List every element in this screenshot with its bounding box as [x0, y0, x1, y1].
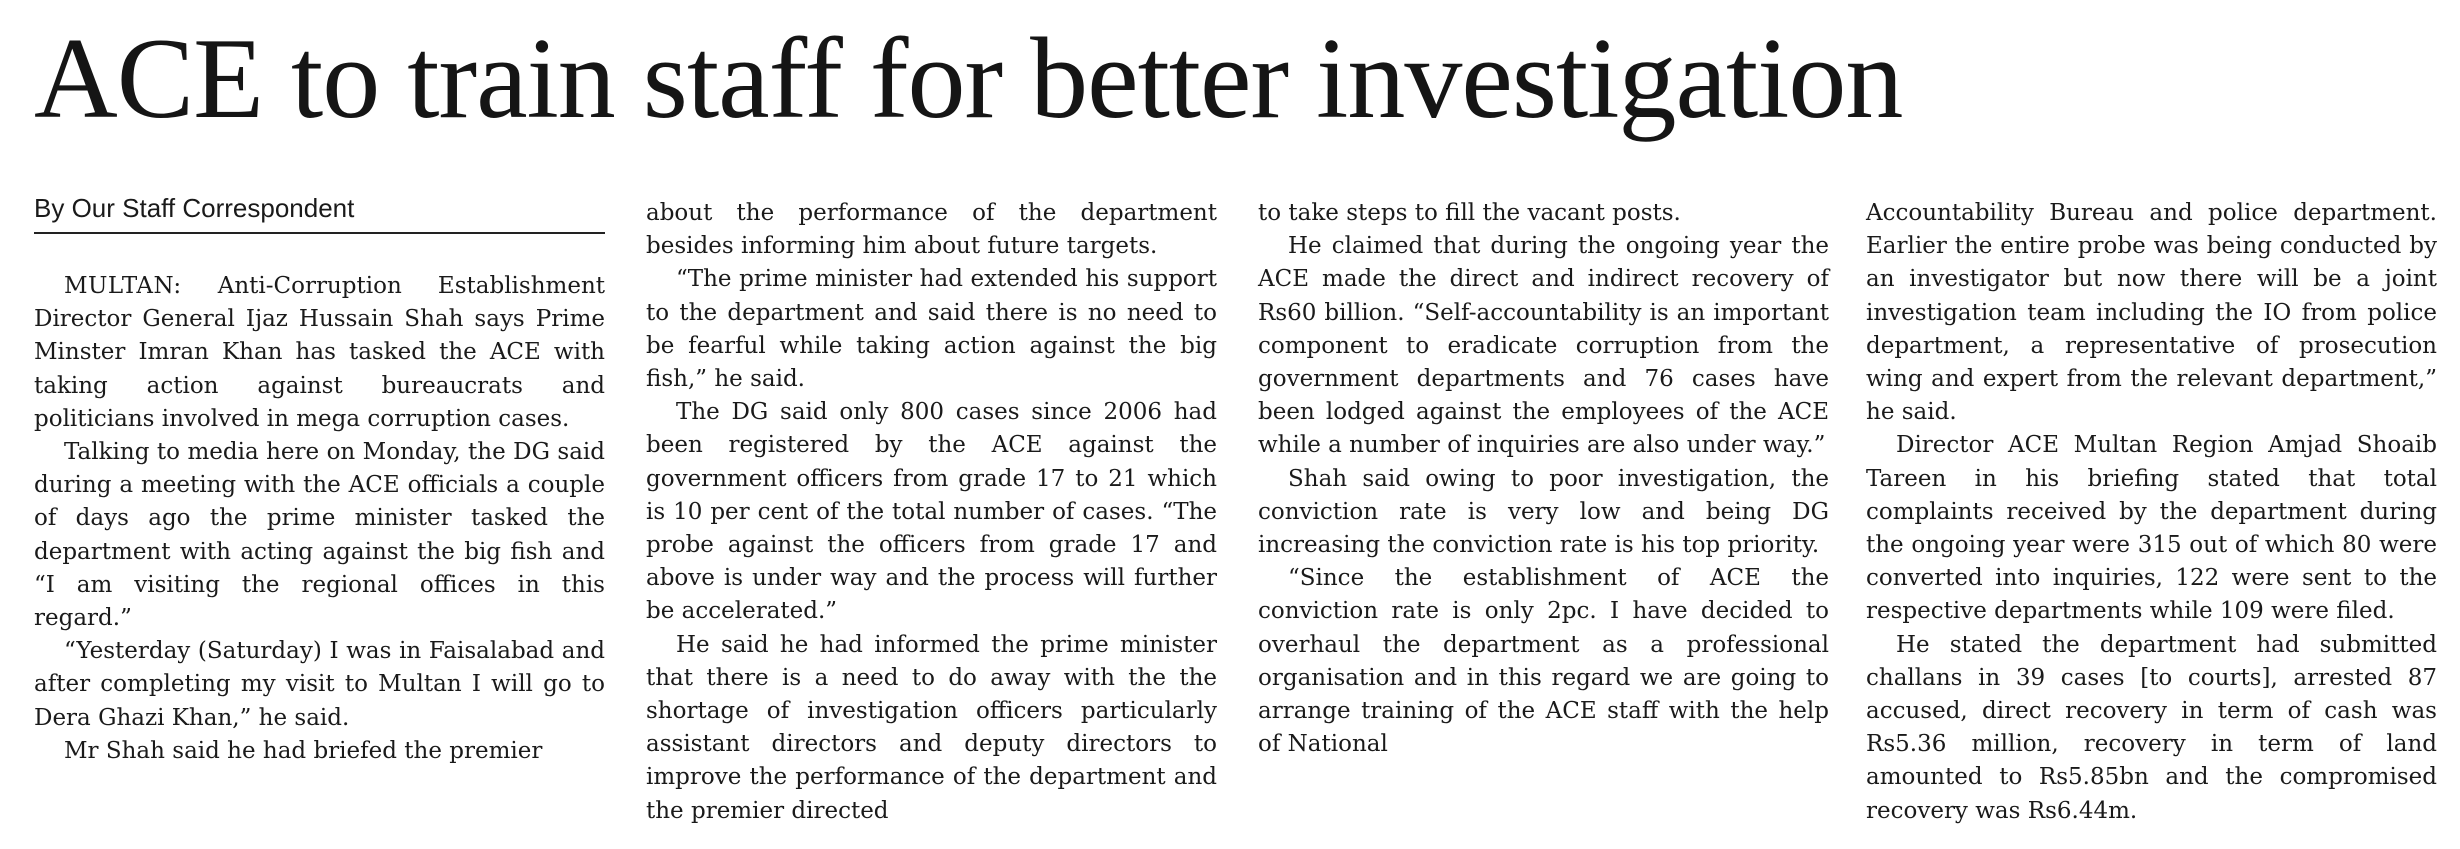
paragraph: Talking to media here on Monday, the DG said during a meeting with the ACE officials a couple of days ago the prime minister tasked the department with acting against the big fish and “I am visiting the regional offices in this regard.”: [34, 439, 605, 632]
paragraph: [34, 270, 605, 436]
paragraph: He stated the department had submitted challans in 39 cases [to courts], arrested 87 accused, direct recovery in term of cash was Rs5.36 million, recovery in term of land amounted to Rs5.85bn and the compromised recovery was Rs6.44m.: [1866, 631, 2437, 824]
paragraph: Mr Shah said he had briefed the premier: [64, 737, 543, 764]
paragraph-text: Anti-Corruption Establishment Director General Ijaz Hussain Shah says Prime Minster Imran Khan has tasked the ACE with taking action against bureaucrats and politicians involved in mega corruption cases.: [34, 273, 605, 432]
column-1: [34, 190, 605, 768]
column-2: [646, 197, 1217, 828]
paragraph: “Since the establishment of ACE the conviction rate is only 2pc. I have decided to overhaul the department as a professional organisation and in this regard we are going to arrange training of the ACE staff with the help of National: [1258, 565, 1829, 758]
column-4: [1866, 197, 2437, 828]
paragraph: about the performance of the department besides informing him about future targets.: [646, 200, 1217, 260]
paragraph: The DG said only 800 cases since 2006 had been registered by the ACE against the government officers from grade 17 to 21 which is 10 per cent of the total number of cases. “The probe against the officers from grade 17 and above is under way and the process will further be accelerated.”: [646, 399, 1217, 625]
paragraph: Shah said owing to poor investigation, the conviction rate is very low and being DG increasing the conviction rate is his top priority.: [1258, 465, 1829, 559]
paragraph: He said he had informed the prime minister that there is a need to do away with the the shortage of investigation officers particularly assistant directors and deputy directors to improve the performance of the department and the premier directed: [646, 631, 1217, 824]
headline: ACE to train staff for better investigation: [34, 15, 1903, 143]
paragraph: Director ACE Multan Region Amjad Shoaib Tareen in his briefing stated that total complaints received by the department during the ongoing year were 315 out of which 80 were converted into inquiries, 122 were sent to the respective departments while 109 were filed.: [1866, 432, 2437, 625]
column-3: [1258, 197, 1829, 761]
paragraph: “Yesterday (Saturday) I was in Faisalabad and after completing my visit to Multan I will go to Dera Ghazi Khan,” he said.: [34, 638, 605, 731]
paragraph: “The prime minister had extended his support to the department and said there is no need to be fearful while taking action against the big fish,” he said.: [646, 266, 1217, 393]
byline: By Our Staff Correspondent: [34, 190, 605, 234]
paragraph: He claimed that during the ongoing year the ACE made the direct and indirect recovery of Rs60 billion. “Self-accountability is an important component to eradicate corruption from the government departments and 76 cases have been lodged against the employees of the ACE while a number of inquiries are also under way.”: [1258, 233, 1829, 459]
paragraph: Accountability Bureau and police department. Earlier the entire probe was being conducted by an investigator but now there will be a joint investigation team including the IO from police department, a representative of prosecution wing and expert from the relevant department,” he said.: [1866, 200, 2437, 426]
paragraph: to take steps to fill the vacant posts.: [1258, 200, 1681, 226]
dateline: MULTAN:: [64, 273, 182, 299]
